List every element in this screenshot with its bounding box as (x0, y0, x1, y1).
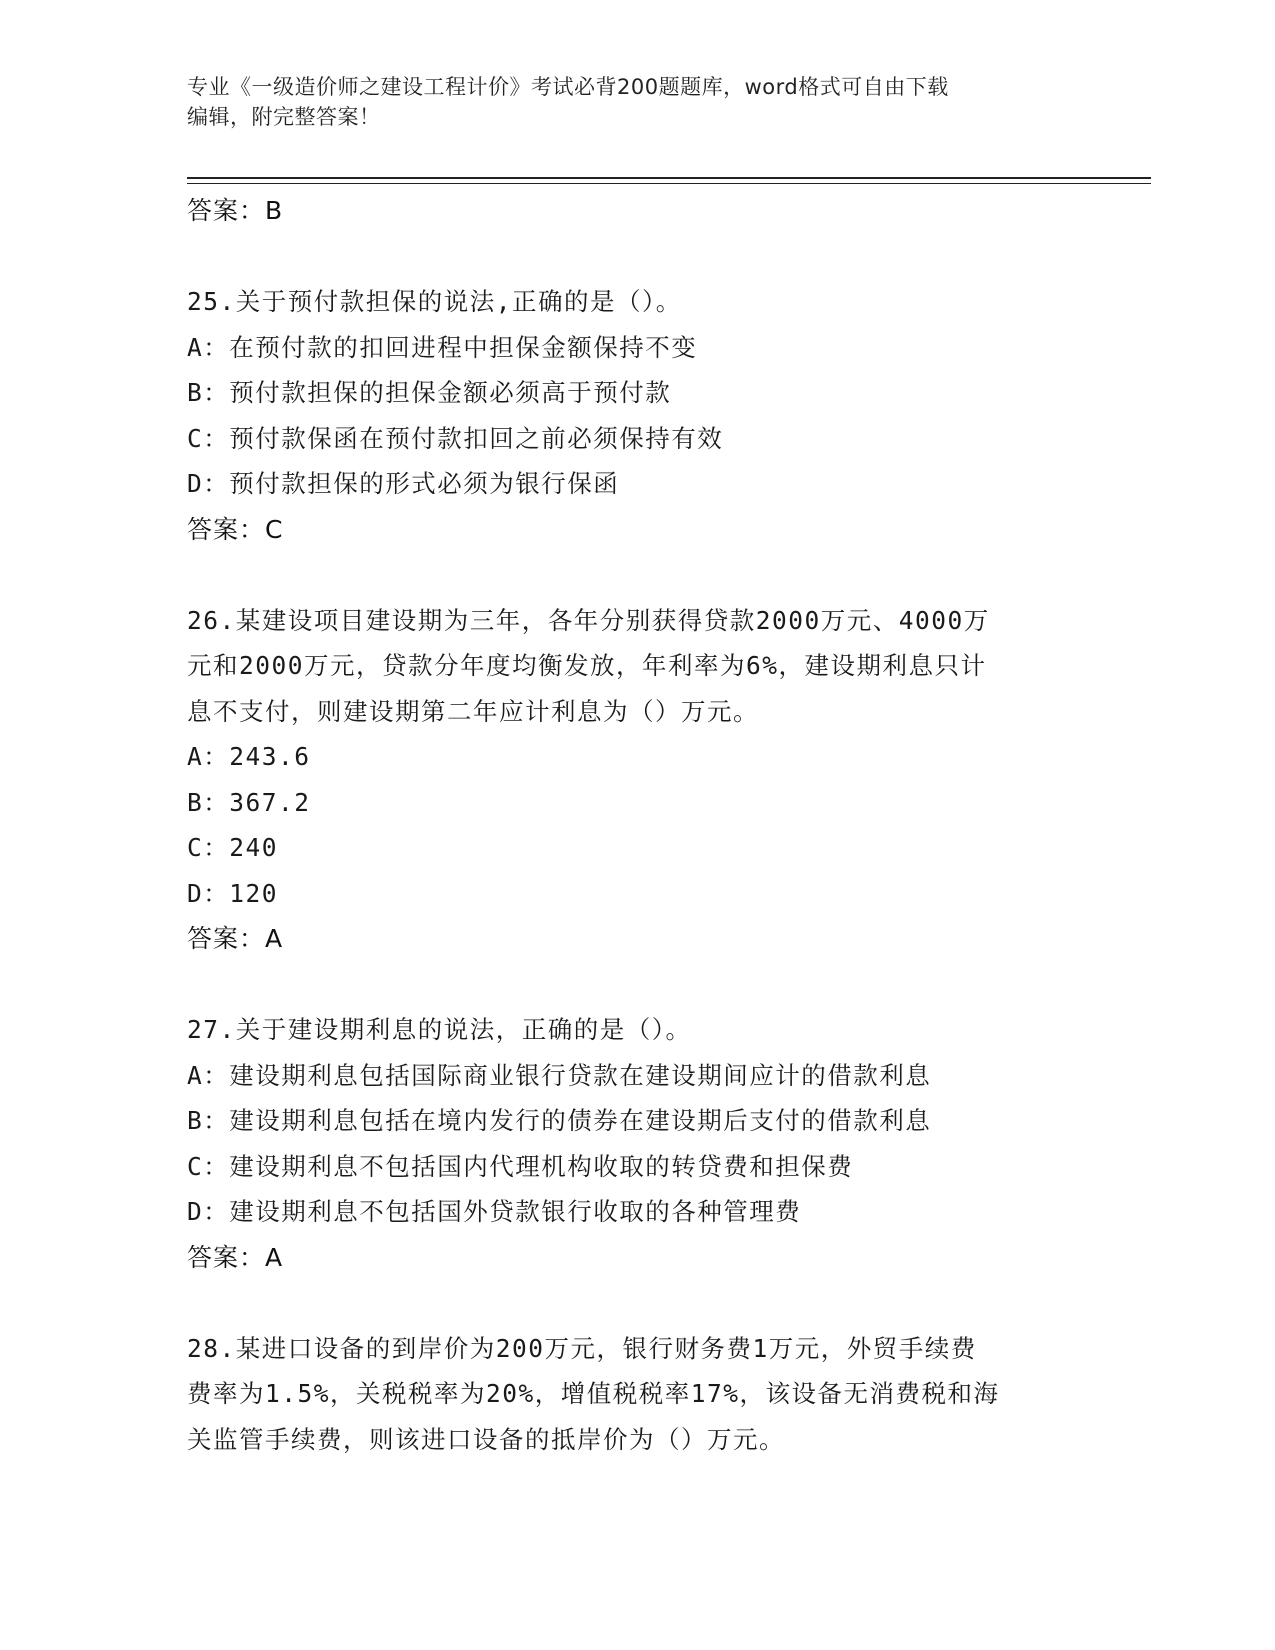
option-a: A：243.6 (187, 742, 311, 771)
option-b: B：建设期利息包括在境内发行的债券在建设期后支付的借款利息 (187, 1106, 932, 1135)
question-27 (187, 1007, 1087, 1280)
question-26 (187, 598, 1087, 962)
question-stem-line-1: 26.某建设项目建设期为三年，各年分别获得贷款2000万元、4000万 (187, 605, 990, 635)
option-c: C：建设期利息不包括国内代理机构收取的转贷费和担保费 (187, 1151, 854, 1181)
option-d: D：预付款担保的形式必须为银行保函 (187, 469, 620, 498)
option-d: D：120 (187, 878, 279, 908)
header-line-2: 编辑，附完整答案！ (187, 105, 381, 129)
question-stem-line-2: 元和2000万元，贷款分年度均衡发放，年利率为6%，建设期利息只计 (187, 651, 987, 680)
header-line-1: 专业《一级造价师之建设工程计价》考试必背200题题库，word格式可自由下载 (187, 75, 949, 99)
option-b: B：367.2 (187, 787, 311, 817)
option-c: C：预付款保函在预付款扣回之前必须保持有效 (187, 423, 724, 453)
answer-27: 答案：A (187, 1242, 284, 1272)
spacer (187, 234, 1087, 280)
question-stem-line-2: 费率为1.5%，关税税率为20%，增值税税率17%，该设备无消费税和海 (187, 1379, 1000, 1408)
option-c: C：240 (187, 833, 279, 862)
answer-24: 答案：B (187, 196, 284, 225)
question-stem-line-3: 关监管手续费，则该进口设备的抵岸价为（）万元。 (187, 1424, 785, 1454)
document-header (187, 72, 1067, 132)
answer-26: 答案：A (187, 924, 284, 953)
header-rule-thick (187, 177, 1151, 179)
option-a: A：建设期利息包括国际商业银行贷款在建设期间应计的借款利息 (187, 1060, 932, 1090)
option-a: A：在预付款的扣回进程中担保金额保持不变 (187, 332, 698, 362)
question-stem: 25.关于预付款担保的说法,正确的是（）。 (187, 287, 682, 316)
question-stem-line-3: 息不支付，则建设期第二年应计利息为（）万元。 (187, 696, 759, 726)
spacer (187, 962, 1087, 1008)
option-b: B：预付款担保的担保金额必须高于预付款 (187, 378, 672, 407)
question-stem-line-1: 28.某进口设备的到岸价为200万元，银行财务费1万元，外贸手续费 (187, 1333, 977, 1363)
header-rule-thin (187, 183, 1151, 184)
spacer (187, 552, 1087, 598)
answer-25: 答案：C (187, 514, 284, 544)
question-list (187, 188, 1087, 1462)
question-stem: 27.关于建设期利息的说法，正确的是（）。 (187, 1015, 692, 1044)
option-d: D：建设期利息不包括国外贷款银行收取的各种管理费 (187, 1197, 802, 1226)
question-28 (187, 1326, 1087, 1463)
spacer (187, 1280, 1087, 1326)
question-25 (187, 279, 1087, 552)
